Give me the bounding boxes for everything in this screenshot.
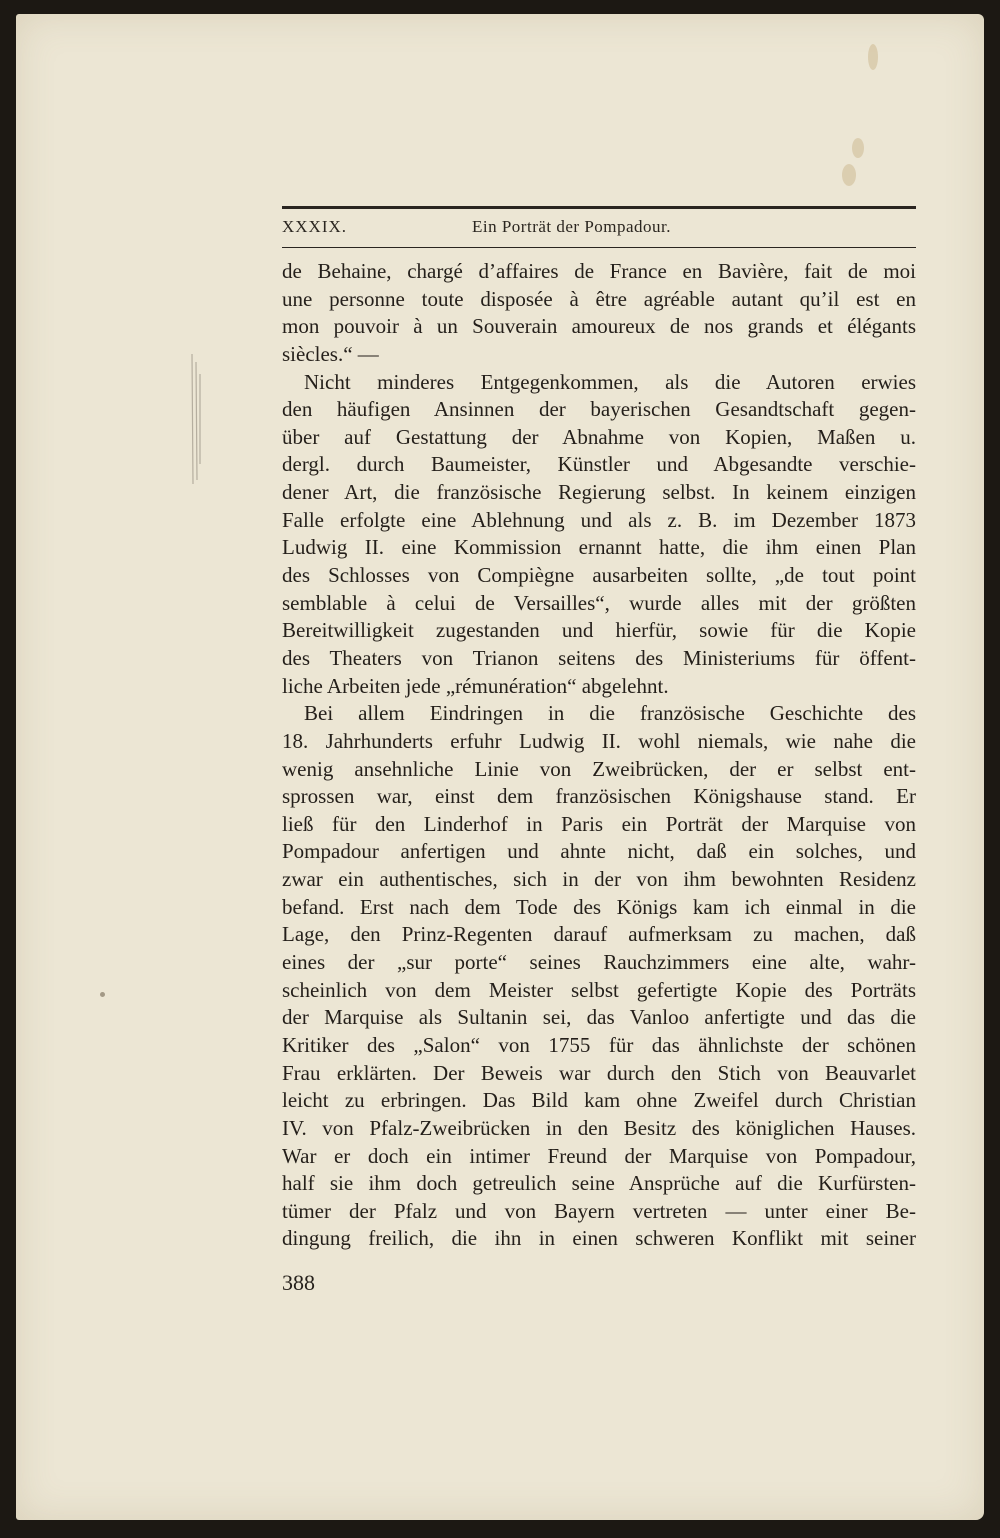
text-line: Ludwig II. eine Kommission ernannt hatte, die ihm einen Plan	[282, 535, 916, 560]
text-line: zwar ein authentisches, sich in der von ihm bewohnten Residenz	[282, 867, 916, 892]
text-line: Bereitwilligkeit zugestanden und hierfür, sowie für die Kopie	[282, 618, 916, 643]
text-line: wenig ansehnliche Linie von Zweibrücken, der er selbst ent-	[282, 756, 916, 781]
text-line: Nicht minderes Entgegenkommen, als die Autoren erwies	[304, 369, 916, 394]
text-line: befand. Erst nach dem Tode des Königs kam ich einmal in die	[282, 894, 916, 919]
text-line: tümer der Pfalz und von Bayern vertreten — unter einer Be-	[282, 1198, 916, 1223]
page-number: 388	[282, 1270, 315, 1295]
stain-mark	[842, 164, 856, 186]
text-line: Frau erklärten. Der Beweis war durch den Stich von Beauvarlet	[282, 1060, 916, 1085]
text-line: IV. von Pfalz-Zweibrücken in den Besitz des königlichen Hauses.	[282, 1115, 916, 1140]
text-line: Falle erfolgte eine Ablehnung und als z. B. im Dezember 1873	[282, 507, 916, 532]
text-line: Lage, den Prinz-Regenten darauf aufmerksam zu machen, daß	[282, 922, 916, 947]
text-line: War er doch ein intimer Freund der Marquise von Pompadour,	[282, 1143, 916, 1168]
text-line: über auf Gestattung der Abnahme von Kopien, Maßen u.	[282, 424, 916, 449]
text-line: des Theaters von Trianon seitens des Ministeriums für öffent-	[282, 645, 916, 670]
text-line: ließ für den Linderhof in Paris ein Porträt der Marquise von	[282, 811, 916, 836]
pencil-mark	[186, 354, 206, 484]
text-line: sprossen war, einst dem französischen Königshause stand. Er	[282, 784, 916, 809]
text-line: dergl. durch Baumeister, Künstler und Abgesandte verschie-	[282, 452, 916, 477]
text-line: semblable à celui de Versailles“, wurde alles mit der größten	[282, 590, 916, 615]
text-line: siècles.“ —	[282, 341, 379, 366]
text-line: Pompadour anfertigen und ahnte nicht, daß ein solches, und	[282, 839, 916, 864]
running-title: Ein Porträt der Pompadour.	[472, 217, 672, 236]
text-line: de Behaine, chargé d’affaires de France en Bavière, fait de moi	[282, 259, 916, 283]
running-header	[282, 206, 916, 248]
text-line: Bei allem Eindringen in die französische Geschichte des	[304, 701, 916, 726]
text-line: scheinlich von dem Meister selbst gefertigte Kopie des Porträts	[282, 977, 916, 1002]
chapter-number: XXXIX.	[282, 217, 348, 236]
text-line: den häufigen Ansinnen der bayerischen Gesandtschaft gegen-	[282, 397, 916, 422]
stain-mark	[868, 44, 878, 70]
text-line: 18. Jahrhunderts erfuhr Ludwig II. wohl niemals, wie nahe die	[282, 728, 916, 753]
body-text	[282, 258, 916, 1253]
text-line: Kritiker des „Salon“ von 1755 für das ähnlichste der schönen	[282, 1032, 916, 1057]
text-line: eines der „sur porte“ seines Rauchzimmers eine alte, wahr-	[282, 950, 916, 975]
text-line: mon pouvoir à un Souverain amoureux de nos grands et élégants	[282, 314, 916, 339]
ink-dot	[100, 992, 105, 997]
text-line: dener Art, die französische Regierung selbst. In keinem einzigen	[282, 480, 916, 505]
text-line: der Marquise als Sultanin sei, das Vanloo anfertigte und das die	[282, 1005, 916, 1030]
text-line: des Schlosses von Compiègne ausarbeiten sollte, „de tout point	[282, 563, 916, 588]
text-line: leicht zu erbringen. Das Bild kam ohne Zweifel durch Christian	[282, 1088, 916, 1113]
text-line: une personne toute disposée à être agréable autant qu’il est en	[282, 286, 916, 311]
stain-mark	[852, 138, 864, 158]
text-line: liche Arbeiten jede „rémunération“ abgelehnt.	[282, 673, 669, 698]
text-line: half sie ihm doch getreulich seine Ansprüche auf die Kurfürsten-	[282, 1171, 916, 1196]
text-line: dingung freilich, die ihn in einen schweren Konflikt mit seiner	[282, 1226, 916, 1251]
